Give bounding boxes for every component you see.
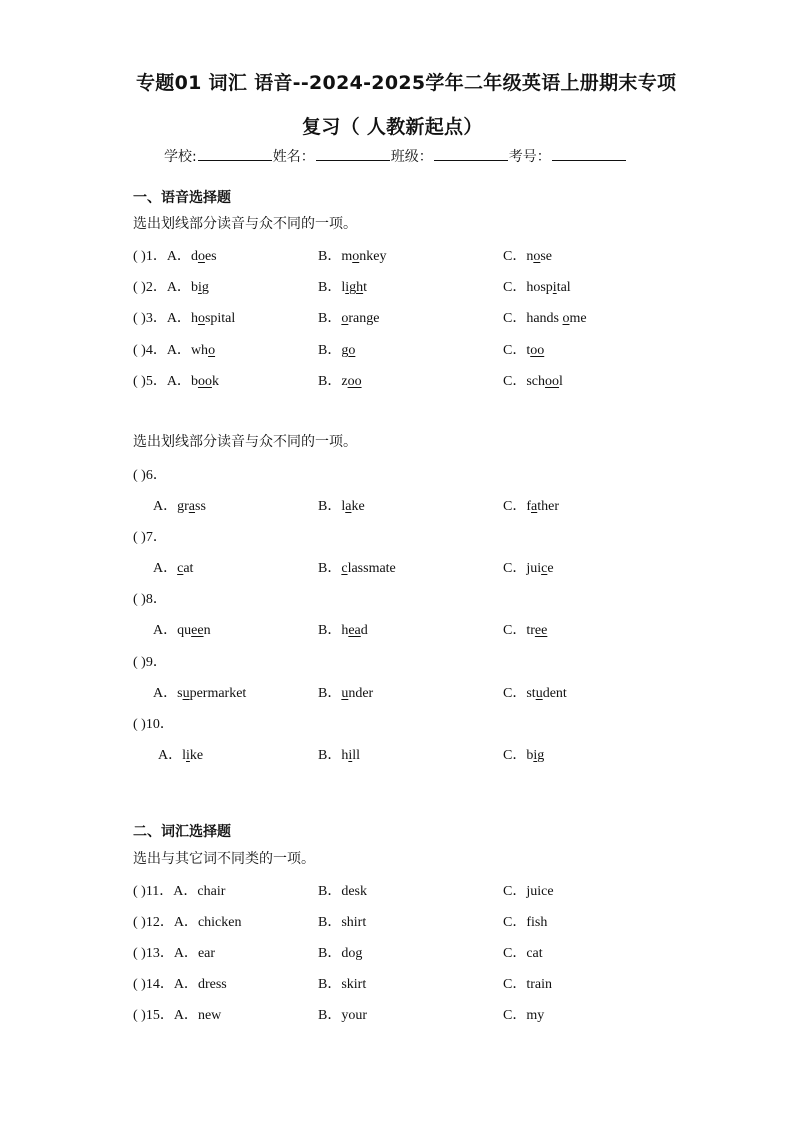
q8-option-c-letter: C．	[503, 623, 527, 639]
q9-option-b[interactable]	[318, 682, 373, 702]
q14-option-c-word: train	[526, 977, 552, 992]
q10-option-b-letter: B．	[318, 747, 342, 763]
q6-option-c-word-underlined: a	[531, 499, 538, 514]
q3-option-a-word-post: spital	[204, 311, 236, 327]
q8-option-a-word-pre: qu	[177, 623, 192, 639]
q8-option-a[interactable]	[153, 619, 211, 639]
q2-option-a-word-underlined: i	[197, 280, 202, 296]
q12-option-b[interactable]	[318, 911, 366, 931]
q5-option-b-letter: B．	[318, 373, 342, 389]
q4-option-b-word-underlined: o	[348, 342, 356, 358]
q8-option-a-letter: A．	[153, 623, 178, 639]
q12-option-c[interactable]	[503, 911, 547, 931]
q10-option-c-word-pre: b	[526, 747, 534, 763]
q9-option-b-word-post: nder	[348, 685, 374, 701]
question-8-label: ( )8．	[133, 592, 167, 608]
q7-option-c[interactable]	[503, 557, 554, 577]
q3-option-a-word	[191, 311, 235, 326]
q7-option-a-letter: A．	[153, 561, 178, 577]
q5-option-a-word-underlined: oo	[197, 373, 212, 389]
q5-option-c-letter: C．	[503, 373, 527, 389]
q5-option-b-word-underlined: oo	[347, 373, 362, 389]
q5-option-c-word-post: l	[559, 373, 563, 389]
section2-instruction: 选出与其它词不同类的一项。	[133, 851, 315, 867]
question-5-prefix[interactable]	[133, 370, 219, 390]
q10-option-a-word	[182, 748, 203, 763]
q11-option-b-letter: B．	[318, 884, 342, 899]
question-10-label: ( )10．	[133, 716, 174, 732]
q2-option-b[interactable]	[318, 276, 367, 296]
q2-option-b-word-pre: l	[341, 280, 346, 296]
question-11-prefix[interactable]	[133, 880, 225, 900]
q11-option-c-word: juice	[526, 884, 554, 899]
question-number: ( )14．A．	[133, 977, 198, 992]
q2-option-b-word-post: t	[363, 280, 368, 296]
q4-option-b-word-pre: g	[341, 342, 349, 358]
q1-option-b-letter: B．	[318, 249, 342, 264]
q13-option-c[interactable]	[503, 942, 543, 962]
q5-option-c-word-underlined: oo	[545, 373, 560, 389]
q9-option-c[interactable]	[503, 682, 567, 702]
q3-option-a-word-pre: h	[190, 311, 198, 327]
q14-option-c-letter: C．	[503, 977, 527, 992]
q1-option-c-word-underlined: o	[533, 249, 541, 264]
question-2-prefix[interactable]	[133, 276, 209, 296]
q1-option-c-word-post: se	[540, 249, 553, 264]
q2-option-c-word-pre: hosp	[526, 280, 553, 296]
q10-option-c-word-underlined: i	[533, 747, 538, 763]
q1-option-a-word-post: es	[204, 249, 217, 264]
q9-option-c-word	[526, 686, 566, 701]
q13-option-c-letter: C．	[503, 946, 527, 961]
q6-option-a-word-pre: gr	[177, 499, 189, 514]
q1-option-c-letter: C．	[503, 249, 527, 264]
q3-option-b-word-post: range	[348, 311, 380, 327]
q8-option-b[interactable]	[318, 619, 368, 639]
q15-option-b[interactable]	[318, 1004, 367, 1024]
question-number: ( )1．A．	[133, 249, 191, 264]
q10-option-c[interactable]	[503, 744, 544, 764]
q13-option-b[interactable]	[318, 942, 362, 962]
q7-option-c-word-post: e	[547, 561, 554, 577]
q6-option-a[interactable]	[153, 495, 206, 515]
q1-option-c-word	[526, 249, 552, 264]
q5-option-b[interactable]	[318, 370, 362, 390]
q4-option-a-word-pre: wh	[190, 342, 209, 358]
q8-option-b-word-underlined: ea	[348, 623, 361, 639]
q14-option-a-word: dress	[197, 977, 227, 992]
q7-option-a-word-post: at	[183, 561, 194, 577]
q6-option-c[interactable]	[503, 495, 559, 515]
q10-option-c-word	[526, 748, 544, 763]
q1-option-a-word-pre: d	[190, 249, 198, 264]
q6-option-c-word-pre: f	[526, 499, 532, 514]
section2-heading: 二、词汇选择题	[133, 824, 231, 840]
q7-option-b-word-underlined: c	[341, 561, 348, 577]
number-blank[interactable]	[552, 146, 626, 161]
q7-option-b-word-post: lassmate	[347, 561, 396, 577]
section1-instruction-2: 选出划线部分读音与众不同的一项。	[133, 434, 357, 450]
question-4-prefix[interactable]	[133, 339, 215, 359]
question-14-prefix[interactable]	[133, 973, 227, 993]
q8-option-c-word-underlined: ee	[534, 623, 548, 639]
q11-option-a-word: chair	[197, 884, 226, 899]
q1-option-c-word-pre: n	[526, 249, 534, 264]
q12-option-b-letter: B．	[318, 915, 342, 930]
q3-option-b-word	[341, 311, 379, 326]
question-9-label: ( )9．	[133, 654, 167, 670]
q3-option-c-letter: C．	[503, 311, 527, 327]
q4-option-b-word	[341, 343, 355, 358]
q8-option-a-word-post: n	[203, 623, 211, 639]
q9-option-a-word-post: permarket	[189, 685, 247, 701]
q10-option-c-word-post: g	[537, 747, 545, 763]
question-number: ( )2．A．	[133, 280, 191, 296]
q15-option-c[interactable]	[503, 1004, 544, 1024]
q8-option-a-word	[177, 623, 210, 638]
q3-option-b-letter: B．	[318, 311, 342, 327]
q7-option-c-letter: C．	[503, 561, 527, 577]
school-blank[interactable]	[198, 146, 272, 161]
q4-option-c-word	[526, 343, 544, 358]
q6-option-a-letter: A．	[153, 499, 178, 514]
q4-option-a-word-underlined: o	[208, 342, 216, 358]
q8-option-c[interactable]	[503, 619, 547, 639]
q1-option-b[interactable]	[318, 245, 386, 265]
question-number: ( )11．A．	[133, 884, 198, 899]
q2-option-c[interactable]	[503, 276, 571, 296]
class-label: 班级：	[390, 149, 433, 165]
q2-option-c-word	[526, 280, 570, 295]
q7-option-a-word	[177, 561, 193, 576]
q6-option-b-word-post: ke	[351, 499, 365, 514]
q8-option-a-word-underlined: ee	[191, 623, 204, 639]
q9-option-b-letter: B．	[318, 685, 342, 701]
q10-option-a-word-post: ke	[189, 747, 204, 763]
q1-option-b-word-underlined: o	[352, 249, 360, 264]
student-info-line	[164, 146, 627, 166]
q6-option-b-letter: B．	[318, 499, 342, 514]
q9-option-a-letter: A．	[153, 685, 178, 701]
q10-option-c-letter: C．	[503, 747, 527, 763]
q3-option-c-word-pre: hands	[526, 311, 563, 327]
q11-option-c-letter: C．	[503, 884, 527, 899]
q1-option-b-word	[341, 249, 386, 264]
q13-option-c-word: cat	[526, 946, 543, 961]
q6-option-c-word-post: ther	[537, 499, 559, 514]
question-number: ( )5．A．	[133, 373, 191, 389]
q10-option-a-word-underlined: i	[186, 747, 190, 763]
q2-option-a-word-post: g	[201, 280, 209, 296]
q5-option-a-word-post: k	[211, 373, 219, 389]
q5-option-b-word	[341, 374, 361, 389]
q7-option-b-word	[341, 561, 395, 576]
q1-option-b-word-pre: m	[341, 249, 353, 264]
q9-option-a[interactable]	[153, 682, 246, 702]
q5-option-a-word-pre: b	[190, 373, 198, 389]
q5-option-c-word-pre: sch	[526, 373, 546, 389]
q4-option-c-word-pre: t	[526, 342, 531, 358]
q6-option-c-letter: C．	[503, 499, 527, 514]
page-subtitle: 复习（ 人教新起点）	[302, 116, 483, 138]
q2-option-a-word	[191, 280, 209, 295]
q1-option-b-word-post: nkey	[359, 249, 387, 264]
q14-option-c[interactable]	[503, 973, 552, 993]
q13-option-b-word: dog	[341, 946, 363, 961]
name-label: 姓名：	[272, 149, 315, 165]
q9-option-a-word-underlined: u	[182, 685, 190, 701]
q1-option-a-word-underlined: o	[197, 249, 205, 264]
q12-option-c-letter: C．	[503, 915, 527, 930]
question-number: ( )3．A．	[133, 311, 191, 327]
q7-option-c-word-pre: jui	[526, 561, 542, 577]
q1-option-a-word	[191, 249, 217, 264]
question-7-label: ( )7．	[133, 530, 167, 546]
q6-option-b[interactable]	[318, 495, 365, 515]
q15-option-b-word: your	[341, 1008, 368, 1023]
class-blank[interactable]	[434, 146, 508, 161]
q2-option-c-word-post: tal	[556, 280, 571, 296]
q2-option-c-letter: C．	[503, 280, 527, 296]
q8-option-b-word	[341, 623, 367, 638]
q4-option-b-letter: B．	[318, 342, 342, 358]
q8-option-b-word-pre: h	[341, 623, 349, 639]
number-label: 考号：	[508, 149, 551, 165]
q12-option-b-word: shirt	[341, 915, 367, 930]
q10-option-b[interactable]	[318, 744, 360, 764]
question-12-prefix[interactable]	[133, 911, 241, 931]
q5-option-c[interactable]	[503, 370, 563, 390]
question-13-prefix[interactable]	[133, 942, 215, 962]
q9-option-c-word-pre: st	[526, 685, 536, 701]
q14-option-b-word: skirt	[341, 977, 367, 992]
q11-option-b[interactable]	[318, 880, 367, 900]
q5-option-b-word-pre: z	[341, 373, 348, 389]
q2-option-a-word-pre: b	[190, 280, 198, 296]
q3-option-c-word	[526, 311, 586, 326]
question-3-prefix[interactable]	[133, 307, 235, 327]
q10-option-b-word	[341, 748, 360, 763]
q6-option-a-word-post: ss	[195, 499, 206, 514]
q13-option-b-letter: B．	[318, 946, 342, 961]
question-15-prefix[interactable]	[133, 1004, 221, 1024]
q10-option-a-letter: A．	[158, 747, 183, 763]
page-title: 专题01 词汇 语音--2024-2025学年二年级英语上册期末专项	[136, 72, 677, 94]
q9-option-b-word-underlined: u	[341, 685, 349, 701]
q14-option-b-letter: B．	[318, 977, 342, 992]
q12-option-c-word: fish	[526, 915, 548, 930]
q8-option-c-word	[526, 623, 547, 638]
q3-option-b-word-underlined: o	[341, 311, 349, 327]
q8-option-b-word-post: d	[360, 623, 368, 639]
q3-option-a-word-underlined: o	[197, 311, 205, 327]
question-number: ( )13．A．	[133, 946, 198, 961]
question-6-label: ( )6．	[133, 468, 167, 483]
q6-option-b-word-underlined: a	[345, 499, 352, 514]
q9-option-a-word	[177, 686, 246, 701]
q7-option-b-letter: B．	[318, 561, 342, 577]
q11-option-c[interactable]	[503, 880, 554, 900]
q3-option-b[interactable]	[318, 307, 379, 327]
q14-option-b[interactable]	[318, 973, 366, 993]
section1-instruction-1: 选出划线部分读音与众不同的一项。	[133, 216, 357, 232]
q10-option-b-word-pre: h	[341, 747, 349, 763]
q9-option-c-letter: C．	[503, 685, 527, 701]
q6-option-b-word	[341, 499, 364, 514]
q2-option-b-word	[341, 280, 367, 295]
q15-option-c-word: my	[526, 1008, 545, 1023]
q7-option-c-word-underlined: c	[541, 561, 548, 577]
q1-option-c[interactable]	[503, 245, 552, 265]
q6-option-a-word	[177, 499, 206, 514]
q13-option-a-word: ear	[197, 946, 216, 961]
q7-option-c-word	[526, 561, 553, 576]
q3-option-c-word-underlined: o	[562, 311, 570, 327]
q4-option-c[interactable]	[503, 339, 544, 359]
q5-option-a-word	[191, 374, 219, 389]
q7-option-b[interactable]	[318, 557, 396, 577]
q9-option-a-word-pre: s	[177, 685, 183, 701]
q3-option-c-word-post: me	[569, 311, 587, 327]
q2-option-b-word-underlined: igh	[345, 280, 364, 296]
q12-option-a-word: chicken	[197, 915, 242, 930]
q4-option-c-word-underlined: oo	[530, 342, 545, 358]
q15-option-a-word: new	[197, 1008, 222, 1023]
q7-option-a[interactable]	[153, 557, 193, 577]
q11-option-b-word: desk	[341, 884, 368, 899]
q10-option-b-word-post: ll	[352, 747, 361, 763]
q3-option-c[interactable]	[503, 307, 587, 327]
q8-option-c-word-pre: tr	[526, 623, 535, 639]
section1-heading: 一、语音选择题	[133, 190, 231, 206]
school-label: 学校:	[164, 149, 197, 165]
q15-option-b-letter: B．	[318, 1008, 342, 1023]
q4-option-b[interactable]	[318, 339, 355, 359]
question-number: ( )4．A．	[133, 342, 191, 358]
q4-option-c-letter: C．	[503, 342, 527, 358]
q9-option-c-word-post: dent	[542, 685, 567, 701]
q9-option-c-word-underlined: u	[535, 685, 543, 701]
q2-option-b-letter: B．	[318, 280, 342, 296]
question-number: ( )12．A．	[133, 915, 198, 930]
q2-option-c-word-underlined: i	[552, 280, 557, 296]
q10-option-a-word-pre: l	[182, 747, 187, 763]
q4-option-a-word	[191, 343, 215, 358]
q10-option-b-word-underlined: i	[348, 747, 353, 763]
q6-option-a-word-underlined: a	[188, 499, 196, 514]
question-number: ( )15．A．	[133, 1008, 198, 1023]
q6-option-c-word	[526, 499, 559, 514]
q9-option-b-word	[341, 686, 373, 701]
question-1-prefix[interactable]	[133, 245, 217, 265]
name-blank[interactable]	[316, 146, 390, 161]
q10-option-a[interactable]	[158, 744, 203, 764]
q8-option-b-letter: B．	[318, 623, 342, 639]
q5-option-c-word	[526, 374, 563, 389]
q15-option-c-letter: C．	[503, 1008, 527, 1023]
q6-option-b-word-pre: l	[341, 499, 346, 514]
q7-option-a-word-underlined: c	[177, 561, 184, 577]
